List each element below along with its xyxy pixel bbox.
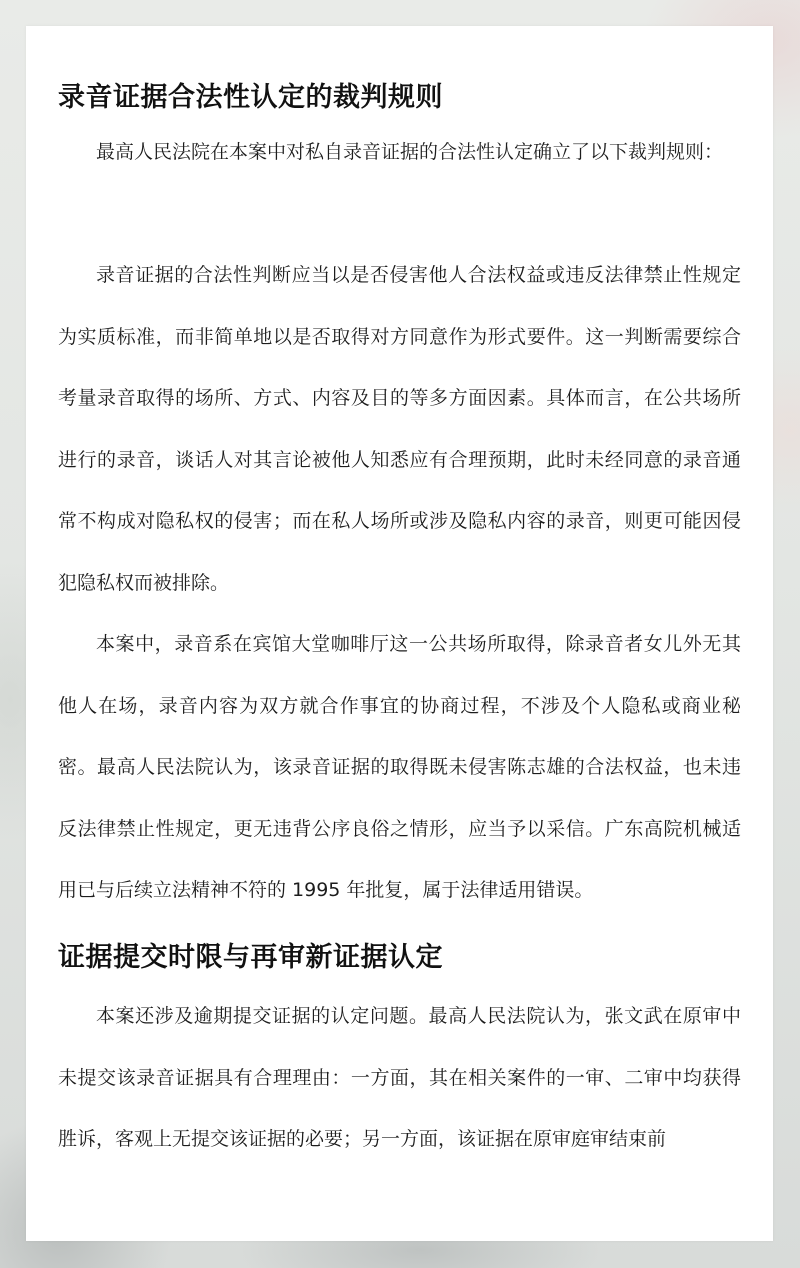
paragraph-legality-standard: 录音证据的合法性判断应当以是否侵害他人合法权益或违反法律禁止性规定为实质标准，而非简单地以是否取得对方同意作为形式要件。这一判断需要综合考量录音取得的场所、方式、内容及目的等多方面因素。具体而言，在公共场所进行的录音，谈话人对其言论被他人知悉应有合理预期，此时未经同意的录音通常不构成对隐私权的侵害；而在私人场所或涉及隐私内容的录音，则更可能因侵犯隐私权而被排除。 <box>58 264 741 594</box>
document-page <box>26 26 773 1241</box>
section-heading-evidence-deadline: 证据提交时限与再审新证据认定 <box>58 942 443 973</box>
paragraph-rule-intro: 最高人民法院在本案中对私自录音证据的合法性认定确立了以下裁判规则： <box>96 141 724 163</box>
section-heading-recording-legality: 录音证据合法性认定的裁判规则 <box>58 82 443 113</box>
paragraph-case-application: 本案中，录音系在宾馆大堂咖啡厅这一公共场所取得，除录音者女儿外无其他人在场，录音内容为双方就合作事宜的协商过程，不涉及个人隐私或商业秘密。最高人民法院认为，该录音证据的取得既未侵害陈志雄的合法权益，也未违反法律禁止性规定，更无违背公序良俗之情形，应当予以采信。广东高院机械适用已与后续立法精神不符的 1995 年批复，属于法律适用错误。 <box>58 633 741 901</box>
paragraph-late-evidence: 本案还涉及逾期提交证据的认定问题。最高人民法院认为，张文武在原审中未提交该录音证据具有合理理由：一方面，其在相关案件的一审、二审中均获得胜诉，客观上无提交该证据的必要；另一方面，该证据在原审庭审结束前 <box>58 1005 741 1150</box>
